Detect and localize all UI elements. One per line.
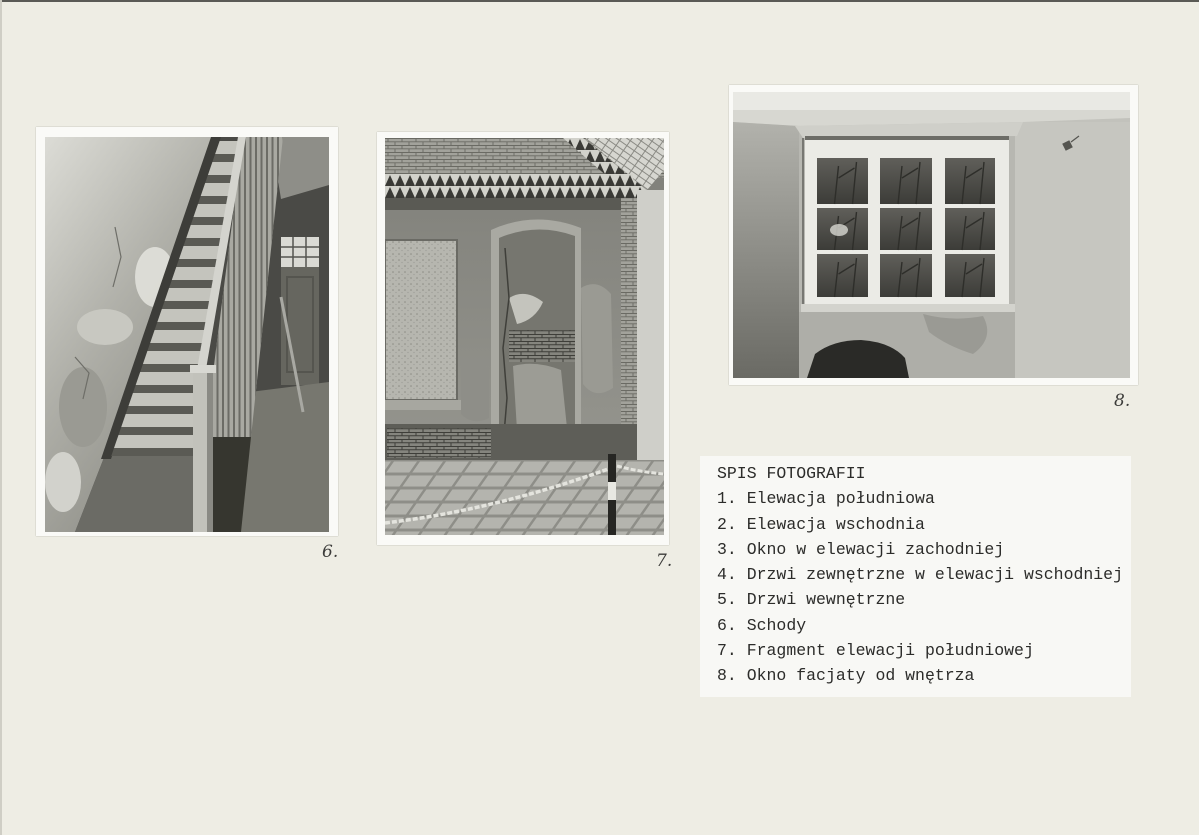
stair-step [136, 372, 201, 385]
newel-post-cap [190, 365, 216, 373]
stair-step [157, 309, 211, 322]
door-window [281, 237, 319, 267]
ceiling [733, 92, 1130, 110]
photo-number-window: 8. [1114, 391, 1131, 411]
photo-list-item-text: Drzwi wewnętrzne [746, 590, 906, 610]
pavement [385, 460, 664, 535]
plaster-patch [581, 284, 613, 393]
photo-list-item-text: Okno facjaty od wnętrza [746, 666, 975, 685]
photo-list-item-text: Okno w elewacji zachodniej [746, 539, 1005, 559]
photo-list-item-number: 8. [717, 666, 737, 685]
photo-list-item-number: 1. [717, 489, 737, 509]
stair-step-shadow [176, 259, 220, 267]
frieze-band [385, 198, 633, 210]
photo-list-item [717, 587, 1131, 612]
window-panes [817, 158, 995, 297]
stair-step [172, 267, 219, 280]
stair-step [143, 351, 204, 364]
photo-list-item [717, 663, 1131, 688]
baluster [244, 137, 246, 437]
sawtooth-frieze [385, 174, 633, 198]
photo-number-stairs: 6. [322, 542, 339, 562]
stair-step [186, 225, 226, 238]
photo-list-item [717, 638, 1131, 663]
wall-stain [45, 452, 81, 512]
window-sill [385, 400, 463, 410]
window-pane [880, 254, 932, 297]
window-sill [801, 304, 1015, 312]
stair-step [179, 246, 223, 259]
stair-step-shadow [169, 280, 217, 288]
exposed-bricks [509, 330, 575, 362]
baluster [250, 137, 252, 437]
window-top-shadow [805, 136, 1009, 140]
window-pane [880, 158, 932, 204]
stair-step [128, 393, 195, 406]
photo-list-item-number: 3. [717, 539, 737, 559]
window-pane [945, 254, 995, 297]
window-pane [817, 254, 868, 297]
stair-step-shadow [162, 301, 213, 309]
window-pane [880, 208, 932, 250]
stair-step-shadow [147, 343, 205, 351]
stair-step-shadow [118, 427, 195, 435]
dormer-window-photo [733, 92, 1130, 378]
photo-number-wall: 7. [656, 551, 673, 571]
wall-stain [77, 309, 133, 345]
photo-frame-stairs [36, 127, 338, 536]
photo-list-heading: SPIS FOTOGRAFII [717, 464, 866, 483]
stair-step-shadow [184, 238, 225, 246]
photo-list-item-text: Elewacja południowa [746, 489, 935, 509]
scan-edge [0, 0, 1199, 2]
photo-list-item [717, 512, 1131, 537]
stair-step-shadow [155, 322, 210, 330]
barrier-post-stripe [608, 482, 616, 500]
wall-stain [59, 367, 107, 447]
white-wall [637, 190, 664, 462]
staircase-photo [45, 137, 329, 532]
stair-step-shadow [191, 217, 228, 225]
wall-fragment-photo [385, 138, 664, 535]
plaster-patch [461, 361, 489, 421]
light-reflection [830, 224, 848, 236]
photo-list-item-number: 5. [717, 590, 737, 610]
photo-frame-window [729, 85, 1138, 385]
baluster [239, 137, 241, 437]
base-bricks [387, 428, 491, 458]
window-pane [945, 158, 995, 204]
photo-list-item [717, 562, 1131, 587]
brick-pillar [621, 198, 637, 460]
stair-step-shadow [133, 385, 195, 393]
photo-list-item-text: Fragment elewacji południowej [746, 640, 1034, 660]
photo-list-item [717, 613, 1131, 638]
plaster-patch [513, 364, 567, 434]
stair-step [121, 414, 195, 427]
photo-list-item [717, 537, 1131, 562]
window-pane [945, 208, 995, 250]
corridor-door [281, 237, 319, 385]
photo-list-item-text: Elewacja wschodnia [746, 514, 925, 534]
photo-list-item-number: 4. [717, 565, 737, 584]
newel-post-shadow [207, 371, 213, 532]
window-pane [817, 158, 868, 204]
stair-step [150, 330, 208, 343]
photo-list-item-text: Schody [746, 615, 807, 635]
photo-list-item-number: 7. [717, 640, 737, 660]
photo-frame-wall [377, 132, 669, 545]
stair-step [165, 288, 216, 301]
stair-step-shadow [111, 448, 195, 456]
photo-list-item [717, 486, 1131, 511]
stair-step [114, 435, 195, 448]
left-wall [733, 122, 799, 378]
photo-list-item-number: 2. [717, 514, 737, 534]
photo-list [700, 456, 1131, 697]
stair-step-shadow [126, 406, 195, 414]
bricked-window [385, 240, 457, 400]
scan-edge [0, 0, 2, 835]
photo-list-item-text: Drzwi zewnętrzne w elewacji wschodniej [746, 565, 1123, 584]
photo-list-item-number: 6. [717, 615, 737, 635]
right-wall [1015, 122, 1130, 378]
